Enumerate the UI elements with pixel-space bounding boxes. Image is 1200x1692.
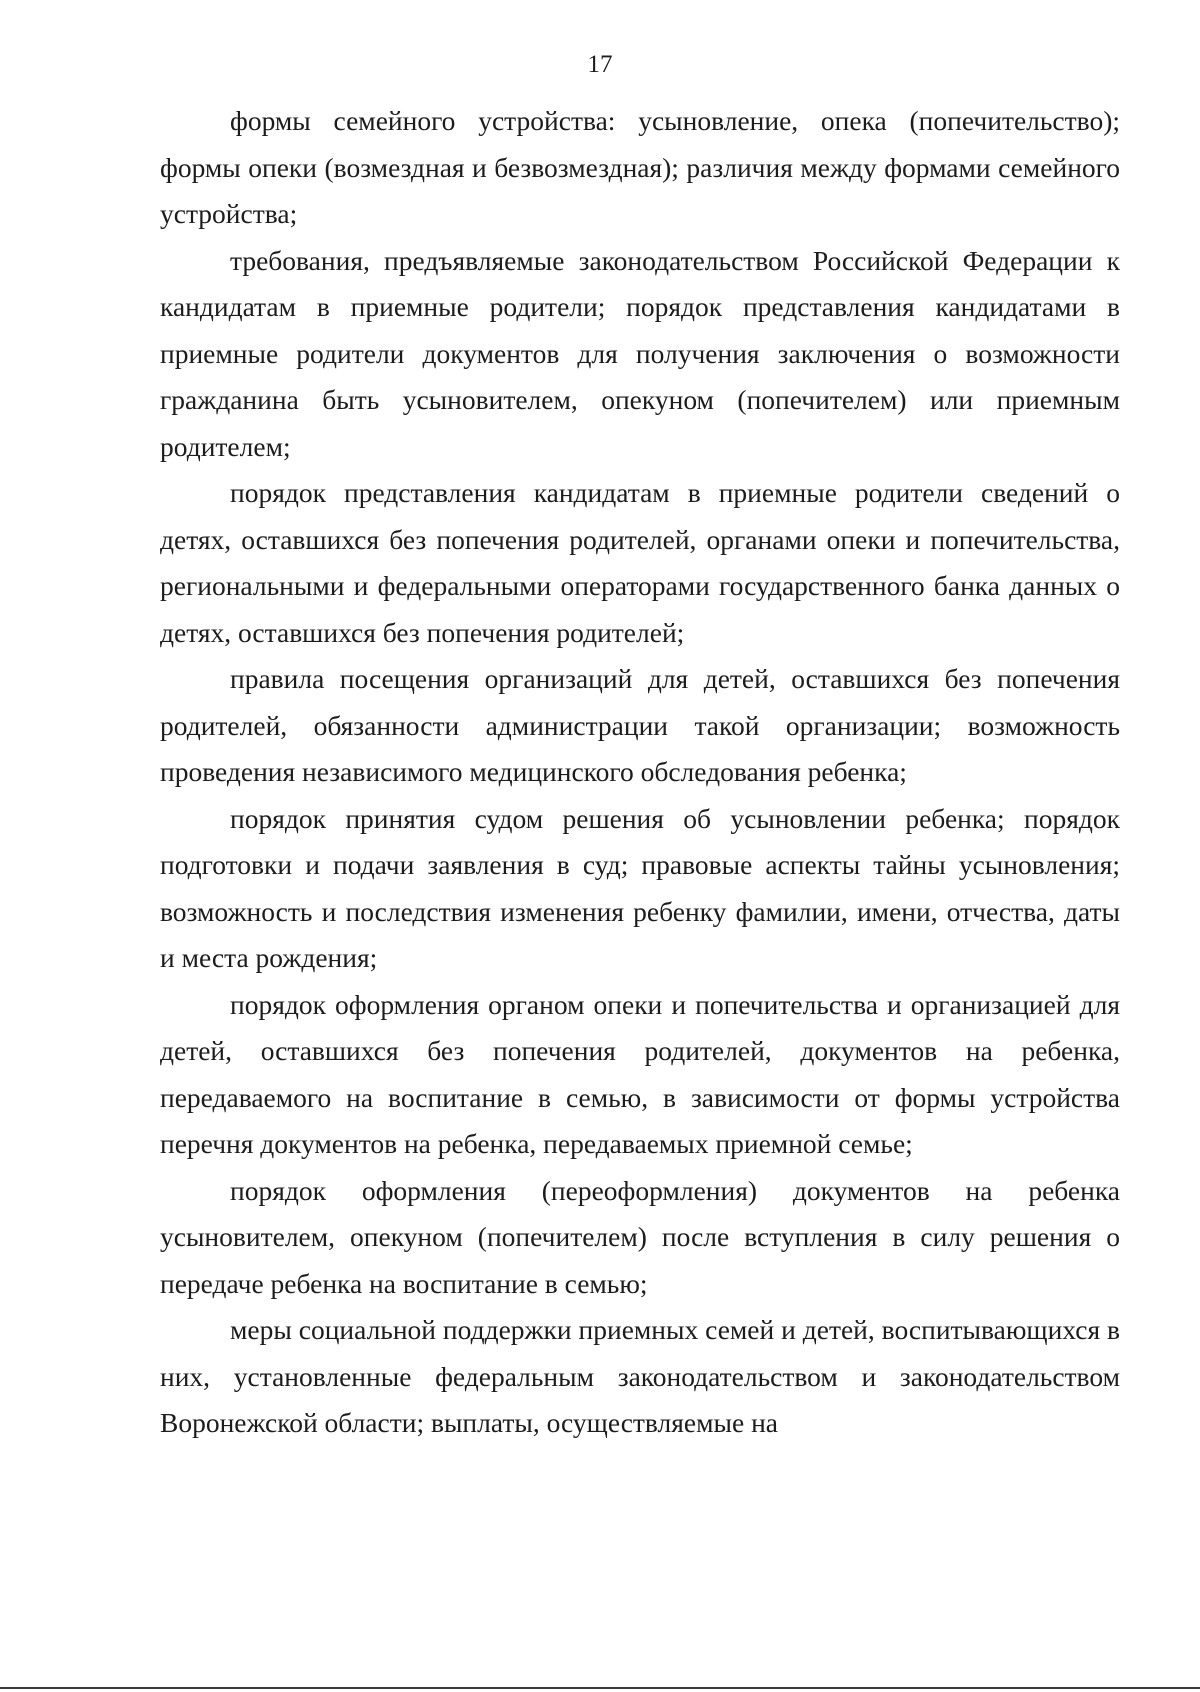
- paragraph-social-support: меры социальной поддержки приемных семей и детей, воспитывающихся в них, установленные федеральным законодательством и законодательством Воронежской области; выплаты, осуществляемые на: [160, 1314, 1120, 1438]
- document-body: [160, 98, 1120, 1447]
- paragraph-documents-preparation: порядок оформления органом опеки и попечительства и организацией для детей, оставшихся без попечения родителей, документов на ребенка, передаваемого на воспитание в семью, в зависимости от формы устройства перечня документов на ребенка, передаваемых приемной семье;: [160, 988, 1120, 1159]
- paragraph-candidate-requirements: требования, предъявляемые законодательством Российской Федерации к кандидатам в приемные родители; порядок представления кандидатами в приемные родители документов для получения заключения о возможности гражданина быть усыновителем, опекуном (попечителем) или приемным родителем;: [160, 244, 1120, 462]
- page-number: 17: [587, 51, 613, 78]
- paragraph-children-information: порядок представления кандидатам в приемные родители сведений о детях, оставшихся без попечения родителей, органами опеки и попечительства, региональными и федеральными операторами государственного банка данных о детях, оставшихся без попечения родителей;: [160, 477, 1120, 648]
- paragraph-organization-visits: правила посещения организаций для детей, оставшихся без попечения родителей, обязанности администрации такой организации; возможность проведения независимого медицинского обследования ребенка;: [160, 663, 1120, 787]
- paragraph-court-adoption: порядок принятия судом решения об усыновлении ребенка; порядок подготовки и подачи заявления в суд; правовые аспекты тайны усыновления; возможность и последствия изменения ребенку фамилии, имени, отчества, даты и места рождения;: [160, 802, 1120, 973]
- paragraph-family-placement-forms: формы семейного устройства: усыновление, опека (попечительство); формы опеки (возмездная и безвозмездная); различия между формами семейного устройства;: [160, 105, 1120, 229]
- scan-bottom-edge-line: [0, 1687, 1200, 1689]
- paragraph-documents-reissue: порядок оформления (переоформления) документов на ребенка усыновителем, опекуном (попечителем) после вступления в силу решения о передаче ребенка на воспитание в семью;: [160, 1174, 1120, 1299]
